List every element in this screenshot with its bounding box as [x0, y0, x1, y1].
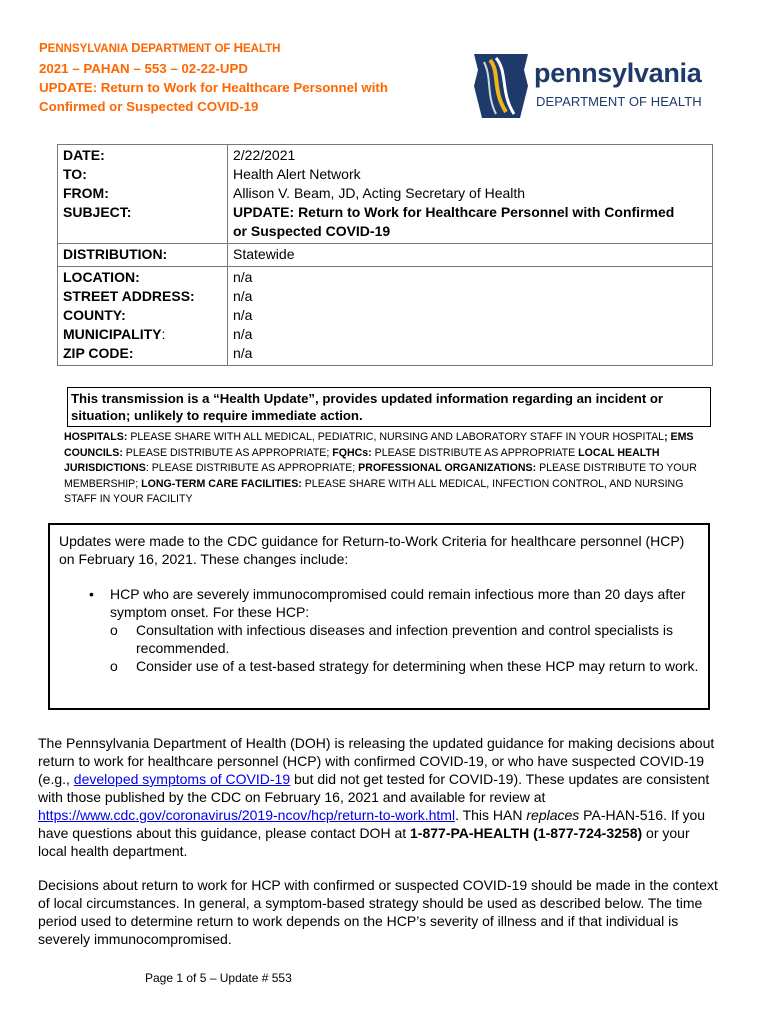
subject-value-line-2: or Suspected COVID-19 [233, 223, 391, 239]
from-label-text: FROM: [63, 185, 109, 201]
sub-item-1-text: Consultation with infectious diseases and infection prevention and control specialists is recommended. [136, 622, 673, 656]
municipality-label-text: MUNICIPALITY [63, 326, 162, 342]
location-label: LOCATION: [63, 269, 140, 285]
municipality-colon: : [161, 326, 166, 342]
municipality-value: n/a [233, 326, 253, 342]
fqhc-label: FQHCs: [332, 446, 372, 459]
p1-text-e: or your local health department. [38, 825, 690, 859]
alert-title-line-1: UPDATE: Return to Work for Healthcare Personnel with [39, 80, 388, 95]
distribution-label: DISTRIBUTION: [58, 244, 228, 267]
p1-italic-replaces: replaces [526, 807, 580, 823]
cdc-guidance-link[interactable]: https://www.cdc.gov/coronavirus/2019-ncov/hcp/return-to-work.html [38, 807, 456, 823]
alert-number: 2021 – PAHAN – 553 – 02-22-UPD [39, 61, 248, 76]
notice-line-1: This transmission is a “Health Update”, provides updated information regarding an incident or [71, 391, 664, 406]
prof-org-label: PROFESSIONAL ORGANIZATIONS: [358, 462, 537, 474]
info-row-location [58, 267, 713, 366]
distribution-notes [64, 430, 716, 508]
to-value: Health Alert Network [233, 166, 361, 182]
zip-code-value: n/a [233, 345, 253, 361]
info-row-date [58, 145, 713, 244]
p1-text-d: PA-HAN-516. If you have questions about this guidance, please contact DOH at [38, 807, 706, 841]
updates-list [59, 585, 699, 675]
agency-text-3: EALTH [243, 43, 281, 55]
info-row-distribution [58, 244, 713, 267]
transmission-notice [67, 387, 711, 427]
agency-name [39, 38, 459, 59]
zip-code-label: ZIP CODE: [63, 345, 134, 361]
street-address-value: n/a [233, 288, 253, 304]
ltc-text: PLEASE SHARE WITH ALL MEDICAL, INFECTION CONTROL, AND NURSING STAFF IN YOUR FACILITY [64, 477, 684, 505]
municipality-label [63, 325, 222, 344]
from-value: Allison V. Beam, JD, Acting Secretary of Health [233, 185, 526, 201]
list-item [110, 621, 699, 657]
sub-bullet-icon: o [110, 658, 118, 674]
updates-summary-box [48, 523, 710, 710]
update-bullet-text: HCP who are severely immunocompromised could remain infectious more than 20 days after symptom onset. For these HCP: [110, 586, 686, 620]
body-paragraph-2: Decisions about return to work for HCP with confirmed or suspected COVID-19 should be made in the context of local circumstances. In general, a symptom-based strategy should be used as described below. The time period used to determine return to work depends on the HCP’s severity of illness and if that individual is severely immunocompromised. [38, 877, 718, 947]
list-item [110, 657, 699, 675]
agency-initial-d: D [131, 40, 141, 55]
county-value: n/a [233, 307, 253, 323]
list-item [89, 585, 699, 675]
ems-label: ; EMS COUNCILS: [64, 431, 694, 459]
hospitals-label: HOSPITALS: [64, 431, 128, 443]
date-value-cell [228, 145, 713, 244]
symptoms-link[interactable]: developed symptoms of COVID-19 [73, 771, 291, 787]
agency-text-1: ENNSYLVANIA [47, 43, 132, 55]
hospitals-text: PLEASE SHARE WITH ALL MEDICAL, PEDIATRIC, NURSING AND LABORATORY STAFF IN YOUR HOSPITAL [127, 431, 665, 443]
alert-title-line-2: Confirmed or Suspected COVID-19 [39, 99, 259, 114]
lhj-text: : PLEASE DISTRIBUTE AS APPROPRIATE; [145, 462, 359, 474]
body-paragraph-1 [38, 734, 718, 860]
street-address-label: STREET ADDRESS: [63, 288, 195, 304]
p1-phone-number: 1-877-PA-HEALTH (1-877-724-3258) [410, 825, 643, 841]
p1-text-a: The Pennsylvania Department of Health (DOH) is releasing the updated guidance for making decisions about return to work for healthcare personnel (HCP) with confirmed COVID-19, or who have suspected COVID-19 (e.g., [38, 735, 715, 787]
document-title-block [39, 38, 459, 116]
date-label [58, 145, 228, 244]
logo-wordmark: pennsylvania [534, 58, 702, 88]
sub-item-2-text: Consider use of a test-based strategy for determining when these HCP may return to work. [136, 658, 699, 674]
notice-line-2: situation; unlikely to require immediate action. [71, 408, 363, 423]
ems-text: PLEASE DISTRIBUTE AS APPROPRIATE; [122, 446, 333, 459]
logo-subtitle: DEPARTMENT OF HEALTH [536, 94, 702, 109]
lhj-label: LOCAL HEALTH JURISDICTIONS [64, 446, 660, 474]
fqhc-text: PLEASE DISTRIBUTE AS APPROPRIATE [371, 446, 579, 459]
location-value: n/a [233, 269, 253, 285]
ltc-label: LONG-TERM CARE FACILITIES: [141, 477, 302, 490]
pa-doh-logo [470, 50, 710, 122]
county-label: COUNTY: [63, 307, 126, 323]
distribution-value: Statewide [228, 244, 713, 267]
prof-org-text: PLEASE DISTRIBUTE TO YOUR MEMBERSHIP; [64, 462, 697, 490]
agency-initial-p: P [39, 40, 48, 55]
page-number: Page 1 of 5 – Update # 553 [145, 971, 292, 985]
bullet-icon: • [89, 586, 94, 602]
agency-text-2: EPARTMENT OF [140, 43, 234, 55]
subject-label-text: SUBJECT: [63, 204, 132, 220]
date-label-text: DATE: [63, 147, 105, 163]
location-labels [58, 267, 228, 366]
updates-intro: Updates were made to the CDC guidance for Return-to-Work Criteria for healthcare personnel (HCP) on February 16, 2021. These changes include: [59, 533, 685, 567]
p1-text-b: but did not get tested for COVID-19). These updates are consistent with those published by the CDC on February 16, 2021 and available for review at [38, 771, 710, 805]
alert-info-table [57, 144, 713, 366]
date-value: 2/22/2021 [233, 147, 296, 163]
sub-bullet-icon: o [110, 622, 118, 638]
keystone-icon [470, 50, 532, 122]
updates-sublist [110, 621, 699, 675]
location-values [228, 267, 713, 366]
to-label-text: TO: [63, 166, 87, 182]
p1-text-c: . This HAN [455, 807, 527, 823]
agency-initial-h: H [233, 40, 244, 55]
subject-value-line-1: UPDATE: Return to Work for Healthcare Personnel with Confirmed [233, 204, 675, 220]
